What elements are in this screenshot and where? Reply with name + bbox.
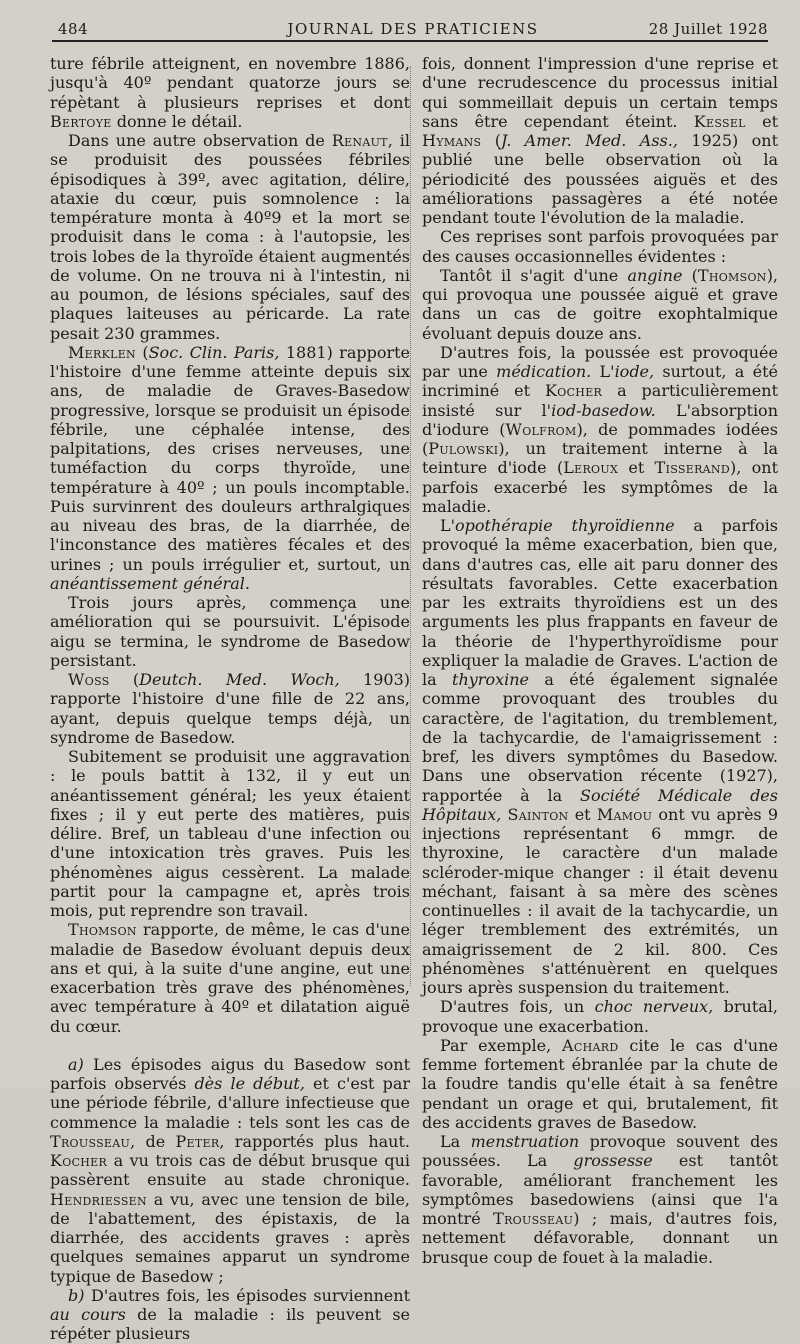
paragraph [422, 997, 778, 1036]
list-label: a) [68, 1054, 84, 1074]
text: fois, donnent l'impression d'une reprise et d'une recrudescence du processus initial qui sommeillait depuis un certain temps sans être cependant éteint. [422, 54, 778, 131]
text: ture fébrile atteignent, en novembre 1886, jusqu'à 40º pendant quatorze jours se répètant à plusieurs reprises et dont [50, 54, 410, 112]
paragraph [50, 1286, 410, 1344]
text: ), qui provoqua une poussée aiguë et grave dans un cas de goitre exophtalmique évoluant depuis douze ans. [422, 265, 779, 343]
text: de la maladie : ils peuvent se répéter plusieurs [50, 1305, 410, 1344]
text: Par exemple, [440, 1035, 563, 1055]
author-name: Thomson [697, 265, 767, 285]
paragraph [422, 1132, 778, 1267]
author-name: Peter [175, 1131, 220, 1151]
text: , de [130, 1131, 176, 1151]
author-name: Wolfrom [505, 419, 577, 439]
text: D'autres fois, les épisodes surviennent [84, 1285, 410, 1305]
paragraph: Subitement se produisit une aggravation : le pouls battit à 132, il y eut un anéantissement général; les yeux étaient fixes ; il y eut perte des matières, puis délire. Bref, un tableau d'une infection ou d'une intoxication très graves. Puis les phénomènes aigus cessèrent. La malade partit pour la campagne et, après trois mois, put reprendre son travail. [50, 747, 410, 920]
author-name: Trousseau [493, 1209, 574, 1228]
text: La [440, 1132, 471, 1151]
author-name: Achard [562, 1035, 619, 1055]
emphasis: opothérapie thyroïdienne [455, 516, 675, 535]
text: ), ont parfois exacerbé les symptômes de la maladie. [422, 458, 779, 516]
paragraph [422, 516, 778, 997]
paragraph [50, 131, 410, 343]
text: a été également signalée comme provoquant des troubles du caractère, de l'agitation, du tremblement, de la tachycardie, de l'amaigrissement : bref, les divers symptômes du Basedow. Dans une observation récente (1927), rapportée à la [422, 670, 778, 805]
text: ), un traitement interne à la teinture d'iode ( [422, 439, 778, 478]
emphasis: au cours [50, 1305, 126, 1324]
text: , rapportés plus haut. [219, 1131, 410, 1151]
reference: Deutch. Med. Woch, [139, 670, 340, 689]
paragraph [422, 266, 778, 343]
text: 1881) rapporte l'histoire d'une femme atteinte depuis six ans, de maladie de Graves-Basedow progressive, lorsque se produisit un épisode fébrile, une céphalée intense, des palpitations, des crises nerveuses, une tuméfaction du corps thyroïde, une température à 40º ; un pouls incomptable. Puis survinrent des douleurs arthralgiques au niveau des bras, de la diarrhée, de l'inconstance des matières fécales et des urines ; un pouls irrégulier et, surtout, un [50, 342, 411, 574]
emphasis: iode, [614, 362, 655, 381]
right-column [422, 54, 778, 1267]
emphasis: angine [627, 265, 683, 285]
emphasis: anéantissement général. [50, 573, 250, 593]
text: rapporte, de même, le cas d'une maladie de Basedow évoluant depuis deux ans et qui, à la suite d'une angine, eut une exacerbation très grave des phénomènes, avec température à 40º et dilatation aiguë du cœur. [50, 920, 410, 1036]
paragraph [50, 670, 410, 747]
text: a vu, avec une tension de bile, de l'abattement, des épistaxis, de la diarrhée, des accidents graves : après quelques semaines apparut un syndrome typique de Basedow ; [50, 1189, 410, 1286]
emphasis: médication. [496, 362, 592, 381]
author-name: Tisserand [654, 458, 730, 478]
text: cite le cas d'une femme fortement ébranlée par la chute de la foudre tandis qu'elle était à sa fenêtre pendant un orage et qui, brutalement, fit des accidents graves de Basedow. [422, 1035, 778, 1132]
text: 1925) ont publié une belle observation où la périodicité des poussées aiguës et des améliorations passagères a été notée pendant toute l'évolution de la maladie. [422, 131, 779, 227]
text: ( [135, 342, 149, 362]
author-name: Pulowski [428, 439, 499, 458]
paragraph [50, 343, 410, 593]
emphasis: grossesse [573, 1151, 653, 1171]
page-number: 484 [58, 20, 89, 38]
text: L'absorption d'iodure ( [422, 400, 778, 439]
author-name: Bertoye [50, 111, 112, 131]
text: et [568, 804, 597, 824]
text: Tantôt il s'agit d'une [440, 265, 628, 285]
text: Les épisodes aigus du Basedow sont parfois observés [50, 1054, 410, 1093]
author-name: Sainton [507, 804, 569, 824]
text: a parfois provoqué la même exacerbation, bien que, dans d'autres cas, elle ait paru donner des résultats favorables. Cette exacerbation par les extraits thyroïdiens est un des arguments les plus frappants en faveur de la théorie de l'hyperthyroïdisme pour expliquer la maladie de Graves. L'action de la [422, 516, 778, 689]
author-name: Hymans [422, 131, 482, 150]
paragraph [422, 343, 778, 516]
text: L' [440, 516, 456, 535]
author-name: Kocher [545, 381, 603, 401]
reference: J. Amer. Med. Ass., [501, 131, 678, 150]
header-rule [52, 40, 768, 42]
text: ( [109, 670, 140, 689]
text: Dans une autre observation de [68, 131, 332, 150]
emphasis: choc nerveux, [594, 997, 714, 1017]
text: a particulièrement insisté sur l' [422, 381, 778, 420]
emphasis: dès le début, [194, 1074, 305, 1093]
text: provoque souvent des poussées. La [422, 1132, 779, 1171]
paragraph [422, 1036, 778, 1132]
text: donne le détail. [111, 111, 243, 131]
author-name: Hendriessen [50, 1189, 147, 1209]
author-name: Mamou [596, 804, 653, 824]
issue-date: 28 Juillet 1928 [648, 20, 768, 38]
text: brutal, provoque une exacerbation. [422, 997, 779, 1036]
author-name: Renaut [331, 131, 388, 150]
text: et [618, 458, 655, 478]
text: ) ; mais, d'autres fois, nettement défavorable, donnant un brusque coup de fouet à la maladie. [422, 1209, 779, 1267]
text: ( [481, 131, 502, 150]
text: L' [591, 362, 615, 381]
left-column [50, 54, 410, 1344]
text: ( [682, 265, 698, 285]
emphasis: iod-basedow. [551, 400, 656, 420]
text: D'autres fois, un [440, 997, 595, 1017]
author-name: Leroux [563, 458, 619, 478]
author-name: Woss [68, 670, 110, 689]
text: D'autres fois, la poussée est provoquée par une [422, 342, 778, 381]
paragraph [50, 1055, 410, 1286]
text: surtout, a été incriminé et [422, 362, 778, 401]
reference: Soc. Clin. Paris, [148, 342, 280, 362]
author-name: Thomson [68, 920, 137, 940]
text: 1903) rapporte l'histoire d'une fille de 22 ans, ayant, depuis quelque temps déjà, un syndrome de Basedow. [50, 670, 410, 747]
column-divider [410, 66, 411, 986]
list-label: b) [68, 1285, 85, 1305]
paragraph [50, 920, 410, 1036]
text: , il se produisit des poussées fébriles épisodiques à 39º, avec agitation, délire, ataxie du cœur, puis somnolence : la température monta à 40º9 et la mort se produisit dans le coma : à l'autopsie, les trois lobes de la thyroïde étaient augmentés de volume. On ne trouva ni à l'intestin, ni au poumon, de lésions spéciales, sauf des plaques laiteuses au péricarde. La rate pesait 230 grammes. [50, 131, 410, 343]
paragraph: Trois jours après, commença une amélioration qui se poursuivit. L'épisode aigu se termina, le syndrome de Basedow persistant. [50, 593, 410, 670]
author-name: Kocher [50, 1151, 108, 1170]
text: et [745, 111, 779, 131]
text: est tantôt favorable, améliorant franchement les symptômes basedowiens (ainsi que l'a montré [422, 1151, 778, 1228]
text: et c'est par une période fébrile, d'allure infectieuse que commence la maladie : tels sont les cas de [50, 1074, 411, 1132]
text: a vu trois cas de début brusque qui passèrent ensuite au stade chronique. [50, 1151, 410, 1190]
author-name: Merklen [68, 342, 136, 362]
emphasis: menstruation [470, 1132, 580, 1151]
author-name: Trousseau [50, 1131, 131, 1151]
paragraph [422, 54, 778, 227]
journal-title: JOURNAL DES PRATICIENS [287, 20, 539, 38]
emphasis: thyroxine [452, 670, 529, 689]
author-name: Kessel [693, 111, 746, 131]
running-header [58, 14, 768, 40]
emphasis: Société Médicale des Hôpitaux, [422, 785, 778, 824]
text: ont vu après 9 injections représentant 6 mmgr. de thyroxine, le caractère d'un malade scléroder-mique changer : il était devenu méchant, faisant à sa mère des scènes continuelles : il avait de la tachycardie, un léger tremblement des extrémités, un amaigrissement de 2 kil. 800. Ces phénomènes s'atténuèrent en quelques jours après suspension du traitement. [422, 804, 779, 997]
paragraph: Ces reprises sont parfois provoquées par des causes occasionnelles évidentes : [422, 227, 778, 266]
text: ), de pommades iodées ( [422, 419, 778, 458]
paragraph [50, 54, 410, 131]
